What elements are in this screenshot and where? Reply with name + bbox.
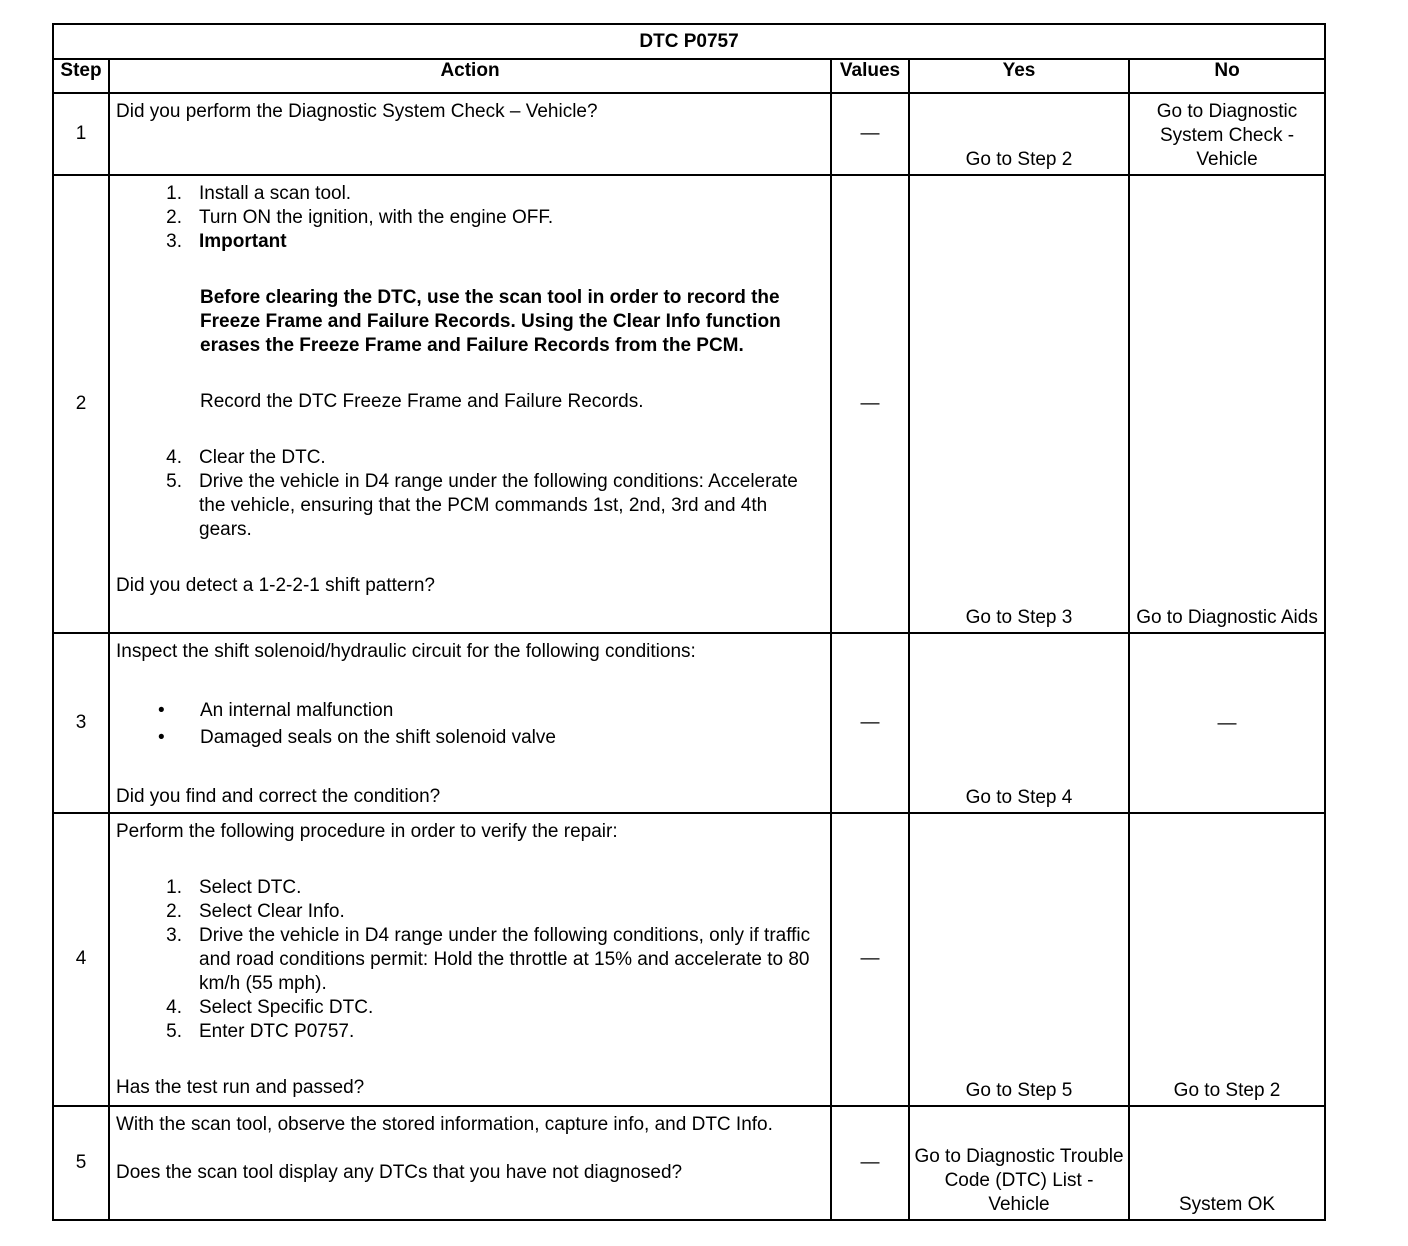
action-text: Perform the following procedure in order to verify the repair: bbox=[116, 820, 618, 842]
important-note: Before clearing the DTC, use the scan tool in order to record the Freeze Frame and Failure Records. Using the Clear Info function erases the Freeze Frame and Failure Records from the PCM. bbox=[200, 287, 781, 357]
header-no: No bbox=[1129, 59, 1325, 93]
no-cell bbox=[1129, 1106, 1325, 1220]
no-cell bbox=[1129, 813, 1325, 1106]
action-cell bbox=[109, 813, 831, 1106]
values-cell: — bbox=[831, 633, 909, 813]
step-number: 4 bbox=[53, 813, 109, 1106]
question-text: Did you detect a 1-2-2-1 shift pattern? bbox=[116, 575, 435, 597]
values-cell: — bbox=[831, 93, 909, 175]
table-title: DTC P0757 bbox=[53, 24, 1325, 59]
list-item: • An internal malfunction bbox=[158, 699, 394, 721]
values-cell: — bbox=[831, 1106, 909, 1220]
procedure-list bbox=[116, 446, 824, 542]
yes-cell bbox=[909, 175, 1129, 632]
action-cell bbox=[109, 93, 831, 175]
yes-link[interactable]: Go to Step 5 bbox=[965, 1079, 1073, 1101]
table-row bbox=[53, 633, 1325, 813]
yes-link[interactable]: Go to Step 4 bbox=[965, 786, 1073, 808]
list-item: 5. Enter DTC P0757. bbox=[166, 1020, 355, 1042]
header-action: Action bbox=[109, 59, 831, 93]
record-note: Record the DTC Freeze Frame and Failure Records. bbox=[200, 391, 644, 413]
action-text: With the scan tool, observe the stored information, capture info, and DTC Info. bbox=[116, 1113, 773, 1135]
no-link[interactable]: Go to Diagnostic System Check - Vehicle bbox=[1156, 101, 1298, 171]
dtc-table bbox=[52, 23, 1326, 1221]
list-item: 3. Drive the vehicle in D4 range under the following conditions, only if traffic and road conditions permit: Hold the throttle at 15% and accelerate to 80 km/h (55 mph). bbox=[166, 924, 811, 994]
yes-cell bbox=[909, 633, 1129, 813]
list-item: 4. Clear the DTC. bbox=[166, 447, 326, 469]
step-number: 3 bbox=[53, 633, 109, 813]
list-item: 3. Important bbox=[116, 230, 824, 254]
question-text: Has the test run and passed? bbox=[116, 1076, 365, 1098]
list-item: 1. Install a scan tool. bbox=[166, 183, 352, 205]
question-text: Does the scan tool display any DTCs that you have not diagnosed? bbox=[116, 1161, 683, 1183]
table-row bbox=[53, 1106, 1325, 1220]
table-row bbox=[53, 813, 1325, 1106]
procedure-list bbox=[116, 182, 824, 254]
no-link[interactable]: System OK bbox=[1178, 1194, 1276, 1215]
condition-list bbox=[116, 699, 824, 750]
yes-cell bbox=[909, 93, 1129, 175]
header-values: Values bbox=[831, 59, 909, 93]
yes-link[interactable]: Go to Step 3 bbox=[965, 606, 1073, 628]
procedure-list bbox=[116, 876, 824, 1044]
yes-cell bbox=[909, 1106, 1129, 1220]
action-cell bbox=[109, 633, 831, 813]
no-cell bbox=[1129, 175, 1325, 632]
list-item: • Damaged seals on the shift solenoid valve bbox=[158, 726, 556, 748]
table-row bbox=[53, 175, 1325, 632]
yes-link[interactable]: Go to Diagnostic Trouble Code (DTC) List - Vehicle bbox=[914, 1146, 1124, 1215]
no-link[interactable]: Go to Step 2 bbox=[1173, 1079, 1281, 1101]
header-yes: Yes bbox=[909, 59, 1129, 93]
step-number: 2 bbox=[53, 175, 109, 632]
values-cell: — bbox=[831, 175, 909, 632]
list-item: 1. Select DTC. bbox=[166, 876, 302, 898]
step-number: 5 bbox=[53, 1106, 109, 1220]
list-item: 5. Drive the vehicle in D4 range under the following conditions: Accelerate the vehicle, ensuring that the PCM commands 1st, 2nd, 3rd and 4th gears. bbox=[166, 471, 798, 541]
header-step: Step bbox=[53, 59, 109, 93]
no-cell: — bbox=[1129, 633, 1325, 813]
action-cell bbox=[109, 1106, 831, 1220]
list-item: 2. Select Clear Info. bbox=[166, 900, 345, 922]
no-link[interactable]: Go to Diagnostic Aids bbox=[1136, 606, 1318, 628]
header-row bbox=[53, 59, 1325, 93]
step-number: 1 bbox=[53, 93, 109, 175]
no-cell bbox=[1129, 93, 1325, 175]
values-cell: — bbox=[831, 813, 909, 1106]
action-text: Inspect the shift solenoid/hydraulic circuit for the following conditions: bbox=[116, 640, 696, 662]
action-cell bbox=[109, 175, 831, 632]
question-text: Did you find and correct the condition? bbox=[116, 785, 441, 807]
list-item: 4. Select Specific DTC. bbox=[166, 996, 374, 1018]
action-text: Did you perform the Diagnostic System Check – Vehicle? bbox=[116, 101, 598, 123]
yes-cell bbox=[909, 813, 1129, 1106]
list-item: 2. Turn ON the ignition, with the engine OFF. bbox=[166, 207, 554, 229]
yes-link[interactable]: Go to Step 2 bbox=[965, 149, 1073, 171]
important-label: Important bbox=[199, 231, 287, 253]
table-row bbox=[53, 93, 1325, 175]
